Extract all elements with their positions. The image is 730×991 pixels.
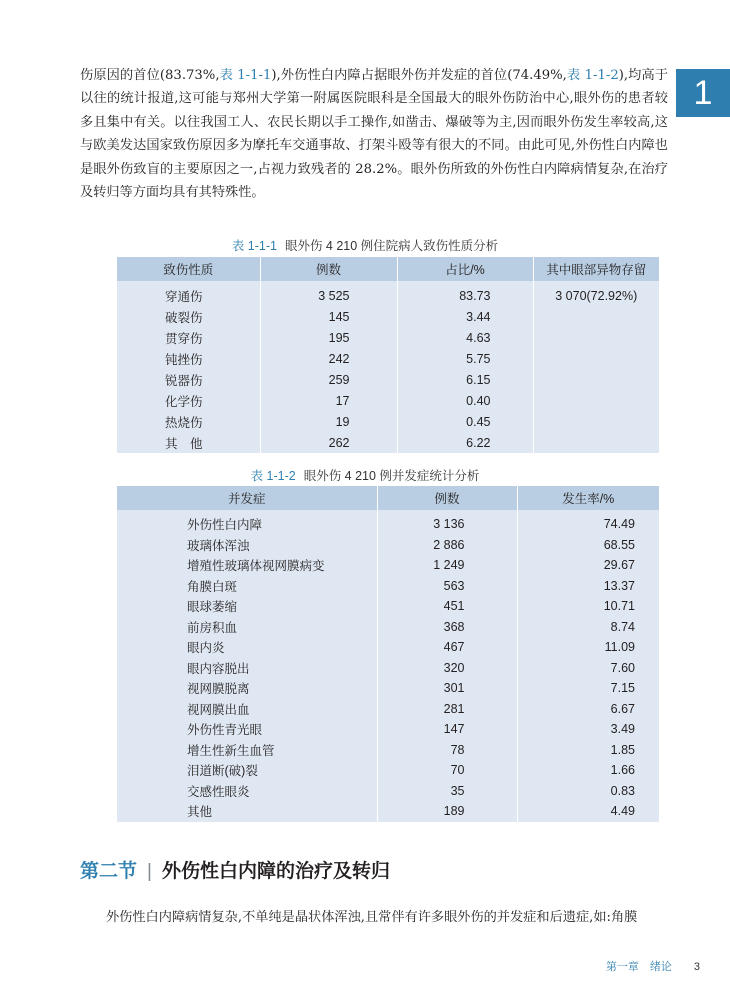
- table-row: [117, 411, 659, 432]
- column-header: 发生率/%: [517, 486, 659, 510]
- table-cell: [533, 348, 659, 369]
- intro-text-3: ),均高于以往的统计报道,这可能与郑州大学第一附属医院眼科是全国最大的眼外伤防治中心,眼外伤的患者较多且集中有关。以往我国工人、农民长期以手工操作,如凿击、爆破等为主,因而眼外伤发生率较高,这与欧美发达国家致伤原因多为摩托车交通事故、打架斗殴等有很大的不同。由此可见,外伤性白内障也是眼外伤致盲的主要原因之一,占视力致残者的 28.2%。眼外伤所致的外伤性白内障病情复杂,在治疗及转归等方面均具有其特殊性。: [80, 68, 669, 201]
- table-cell: 穿通伤: [117, 281, 260, 306]
- table-cell: [533, 369, 659, 390]
- table-cell: 其他: [117, 801, 377, 822]
- table-cell: 301: [377, 678, 517, 699]
- table-row: [117, 760, 659, 781]
- table-cell: 13.37: [517, 576, 659, 597]
- table-ref-2[interactable]: 表 1-1-2: [566, 68, 619, 83]
- page-footer: [606, 958, 700, 974]
- column-header: 例数: [377, 486, 517, 510]
- section-number: 第二节: [80, 861, 138, 882]
- table-cell: 467: [377, 637, 517, 658]
- table-cell: 189: [377, 801, 517, 822]
- table-cell: 1 249: [377, 555, 517, 576]
- table-cell: 7.60: [517, 658, 659, 679]
- table-cell: 前房积血: [117, 617, 377, 638]
- table-cell: 195: [260, 327, 397, 348]
- chapter-tab: 1: [676, 69, 730, 117]
- body-paragraph: 外伤性白内障病情复杂,不单纯是晶状体浑浊,且常伴有许多眼外伤的并发症和后遗症,如:角膜: [106, 910, 638, 925]
- table-row: [117, 535, 659, 556]
- table1-number: 表 1-1-1: [231, 239, 277, 253]
- table-cell: 眼内容脱出: [117, 658, 377, 679]
- table-cell: 3.44: [397, 306, 533, 327]
- table-cell: 451: [377, 596, 517, 617]
- table-ref-1[interactable]: 表 1-1-1: [219, 68, 272, 83]
- table-cell: 1.66: [517, 760, 659, 781]
- table-cell: 19: [260, 411, 397, 432]
- table-cell: 外伤性白内障: [117, 510, 377, 535]
- table-row: [117, 576, 659, 597]
- table1-body: [117, 281, 659, 453]
- table-cell: 68.55: [517, 535, 659, 556]
- table-cell: 368: [377, 617, 517, 638]
- table-cell: 破裂伤: [117, 306, 260, 327]
- table-cell: 563: [377, 576, 517, 597]
- table-injury-types: [117, 257, 659, 453]
- table-row: [117, 369, 659, 390]
- table-cell: 1.85: [517, 740, 659, 761]
- table-row: [117, 781, 659, 802]
- table-cell: 其 他: [117, 432, 260, 453]
- table-cell: 5.75: [397, 348, 533, 369]
- table-row: [117, 740, 659, 761]
- table-cell: 262: [260, 432, 397, 453]
- table-row: [117, 596, 659, 617]
- table-cell: 281: [377, 699, 517, 720]
- table-cell: 0.45: [397, 411, 533, 432]
- table-row: [117, 658, 659, 679]
- table-row: [117, 510, 659, 535]
- table-cell: 贯穿伤: [117, 327, 260, 348]
- table-cell: 0.40: [397, 390, 533, 411]
- table-row: [117, 555, 659, 576]
- table-cell: 增殖性玻璃体视网膜病变: [117, 555, 377, 576]
- table2-body: [117, 510, 659, 822]
- table-cell: 320: [377, 658, 517, 679]
- table-cell: 交感性眼炎: [117, 781, 377, 802]
- table-row: [117, 348, 659, 369]
- table1-title: 眼外伤 4 210 例住院病人致伤性质分析: [284, 239, 499, 253]
- table-row: [117, 281, 659, 306]
- table-cell: [533, 432, 659, 453]
- table-row: [117, 637, 659, 658]
- table-cell: 4.49: [517, 801, 659, 822]
- table-cell: 8.74: [517, 617, 659, 638]
- table-cell: 钝挫伤: [117, 348, 260, 369]
- table-cell: 11.09: [517, 637, 659, 658]
- table-row: [117, 390, 659, 411]
- table-cell: [533, 411, 659, 432]
- column-header: 例数: [260, 257, 397, 281]
- table2-title: 眼外伤 4 210 例并发症统计分析: [303, 469, 480, 483]
- column-header: 并发症: [117, 486, 377, 510]
- table-cell: 外伤性青光眼: [117, 719, 377, 740]
- table-cell: [533, 306, 659, 327]
- table-row: [117, 678, 659, 699]
- table-cell: 泪道断(破)裂: [117, 760, 377, 781]
- table2-header-row: [117, 486, 659, 510]
- table-row: [117, 801, 659, 822]
- intro-text-1: 伤原因的首位(83.73%,: [80, 68, 220, 83]
- section-separator: |: [147, 861, 152, 882]
- table-row: [117, 306, 659, 327]
- page-number: 3: [693, 961, 700, 973]
- table-cell: 2 886: [377, 535, 517, 556]
- column-header: 占比/%: [397, 257, 533, 281]
- table-row: [117, 719, 659, 740]
- table-cell: 热烧伤: [117, 411, 260, 432]
- section-title: 外伤性白内障的治疗及转归: [161, 861, 390, 882]
- intro-paragraph: [80, 64, 668, 204]
- table-cell: 70: [377, 760, 517, 781]
- column-header: 致伤性质: [117, 257, 260, 281]
- table-cell: 29.67: [517, 555, 659, 576]
- table-complications: [117, 486, 659, 822]
- table-cell: 眼内炎: [117, 637, 377, 658]
- table-cell: 眼球萎缩: [117, 596, 377, 617]
- section-heading: [80, 856, 390, 883]
- table-row: [117, 699, 659, 720]
- table-cell: 83.73: [397, 281, 533, 306]
- table-row: [117, 432, 659, 453]
- table-cell: 242: [260, 348, 397, 369]
- table-cell: 视网膜脱离: [117, 678, 377, 699]
- table2-caption: [0, 466, 730, 484]
- table-cell: 3 136: [377, 510, 517, 535]
- table-cell: 6.67: [517, 699, 659, 720]
- table-cell: 6.15: [397, 369, 533, 390]
- table-cell: 3 070(72.92%): [533, 281, 659, 306]
- table-row: [117, 617, 659, 638]
- table-cell: 145: [260, 306, 397, 327]
- table1-header-row: [117, 257, 659, 281]
- table-cell: 74.49: [517, 510, 659, 535]
- table-cell: 锐器伤: [117, 369, 260, 390]
- table-cell: 147: [377, 719, 517, 740]
- footer-chapter: 第一章 绪论: [605, 961, 672, 973]
- table-cell: 3 525: [260, 281, 397, 306]
- table-cell: 259: [260, 369, 397, 390]
- table-cell: 17: [260, 390, 397, 411]
- column-header: 其中眼部异物存留: [533, 257, 659, 281]
- table-cell: 角膜白斑: [117, 576, 377, 597]
- table-cell: [533, 390, 659, 411]
- table-cell: 78: [377, 740, 517, 761]
- table-cell: 7.15: [517, 678, 659, 699]
- table-cell: 6.22: [397, 432, 533, 453]
- table-cell: 10.71: [517, 596, 659, 617]
- table2-number: 表 1-1-2: [250, 469, 296, 483]
- intro-text-2: ),外伤性白内障占据眼外伤并发症的首位(74.49%,: [271, 68, 567, 83]
- table-cell: 0.83: [517, 781, 659, 802]
- table-cell: 增生性新生血管: [117, 740, 377, 761]
- table-cell: 视网膜出血: [117, 699, 377, 720]
- table-cell: [533, 327, 659, 348]
- table-cell: 3.49: [517, 719, 659, 740]
- table-row: [117, 327, 659, 348]
- table-cell: 化学伤: [117, 390, 260, 411]
- table-cell: 35: [377, 781, 517, 802]
- table1-caption: [0, 236, 730, 254]
- table-cell: 玻璃体浑浊: [117, 535, 377, 556]
- table-cell: 4.63: [397, 327, 533, 348]
